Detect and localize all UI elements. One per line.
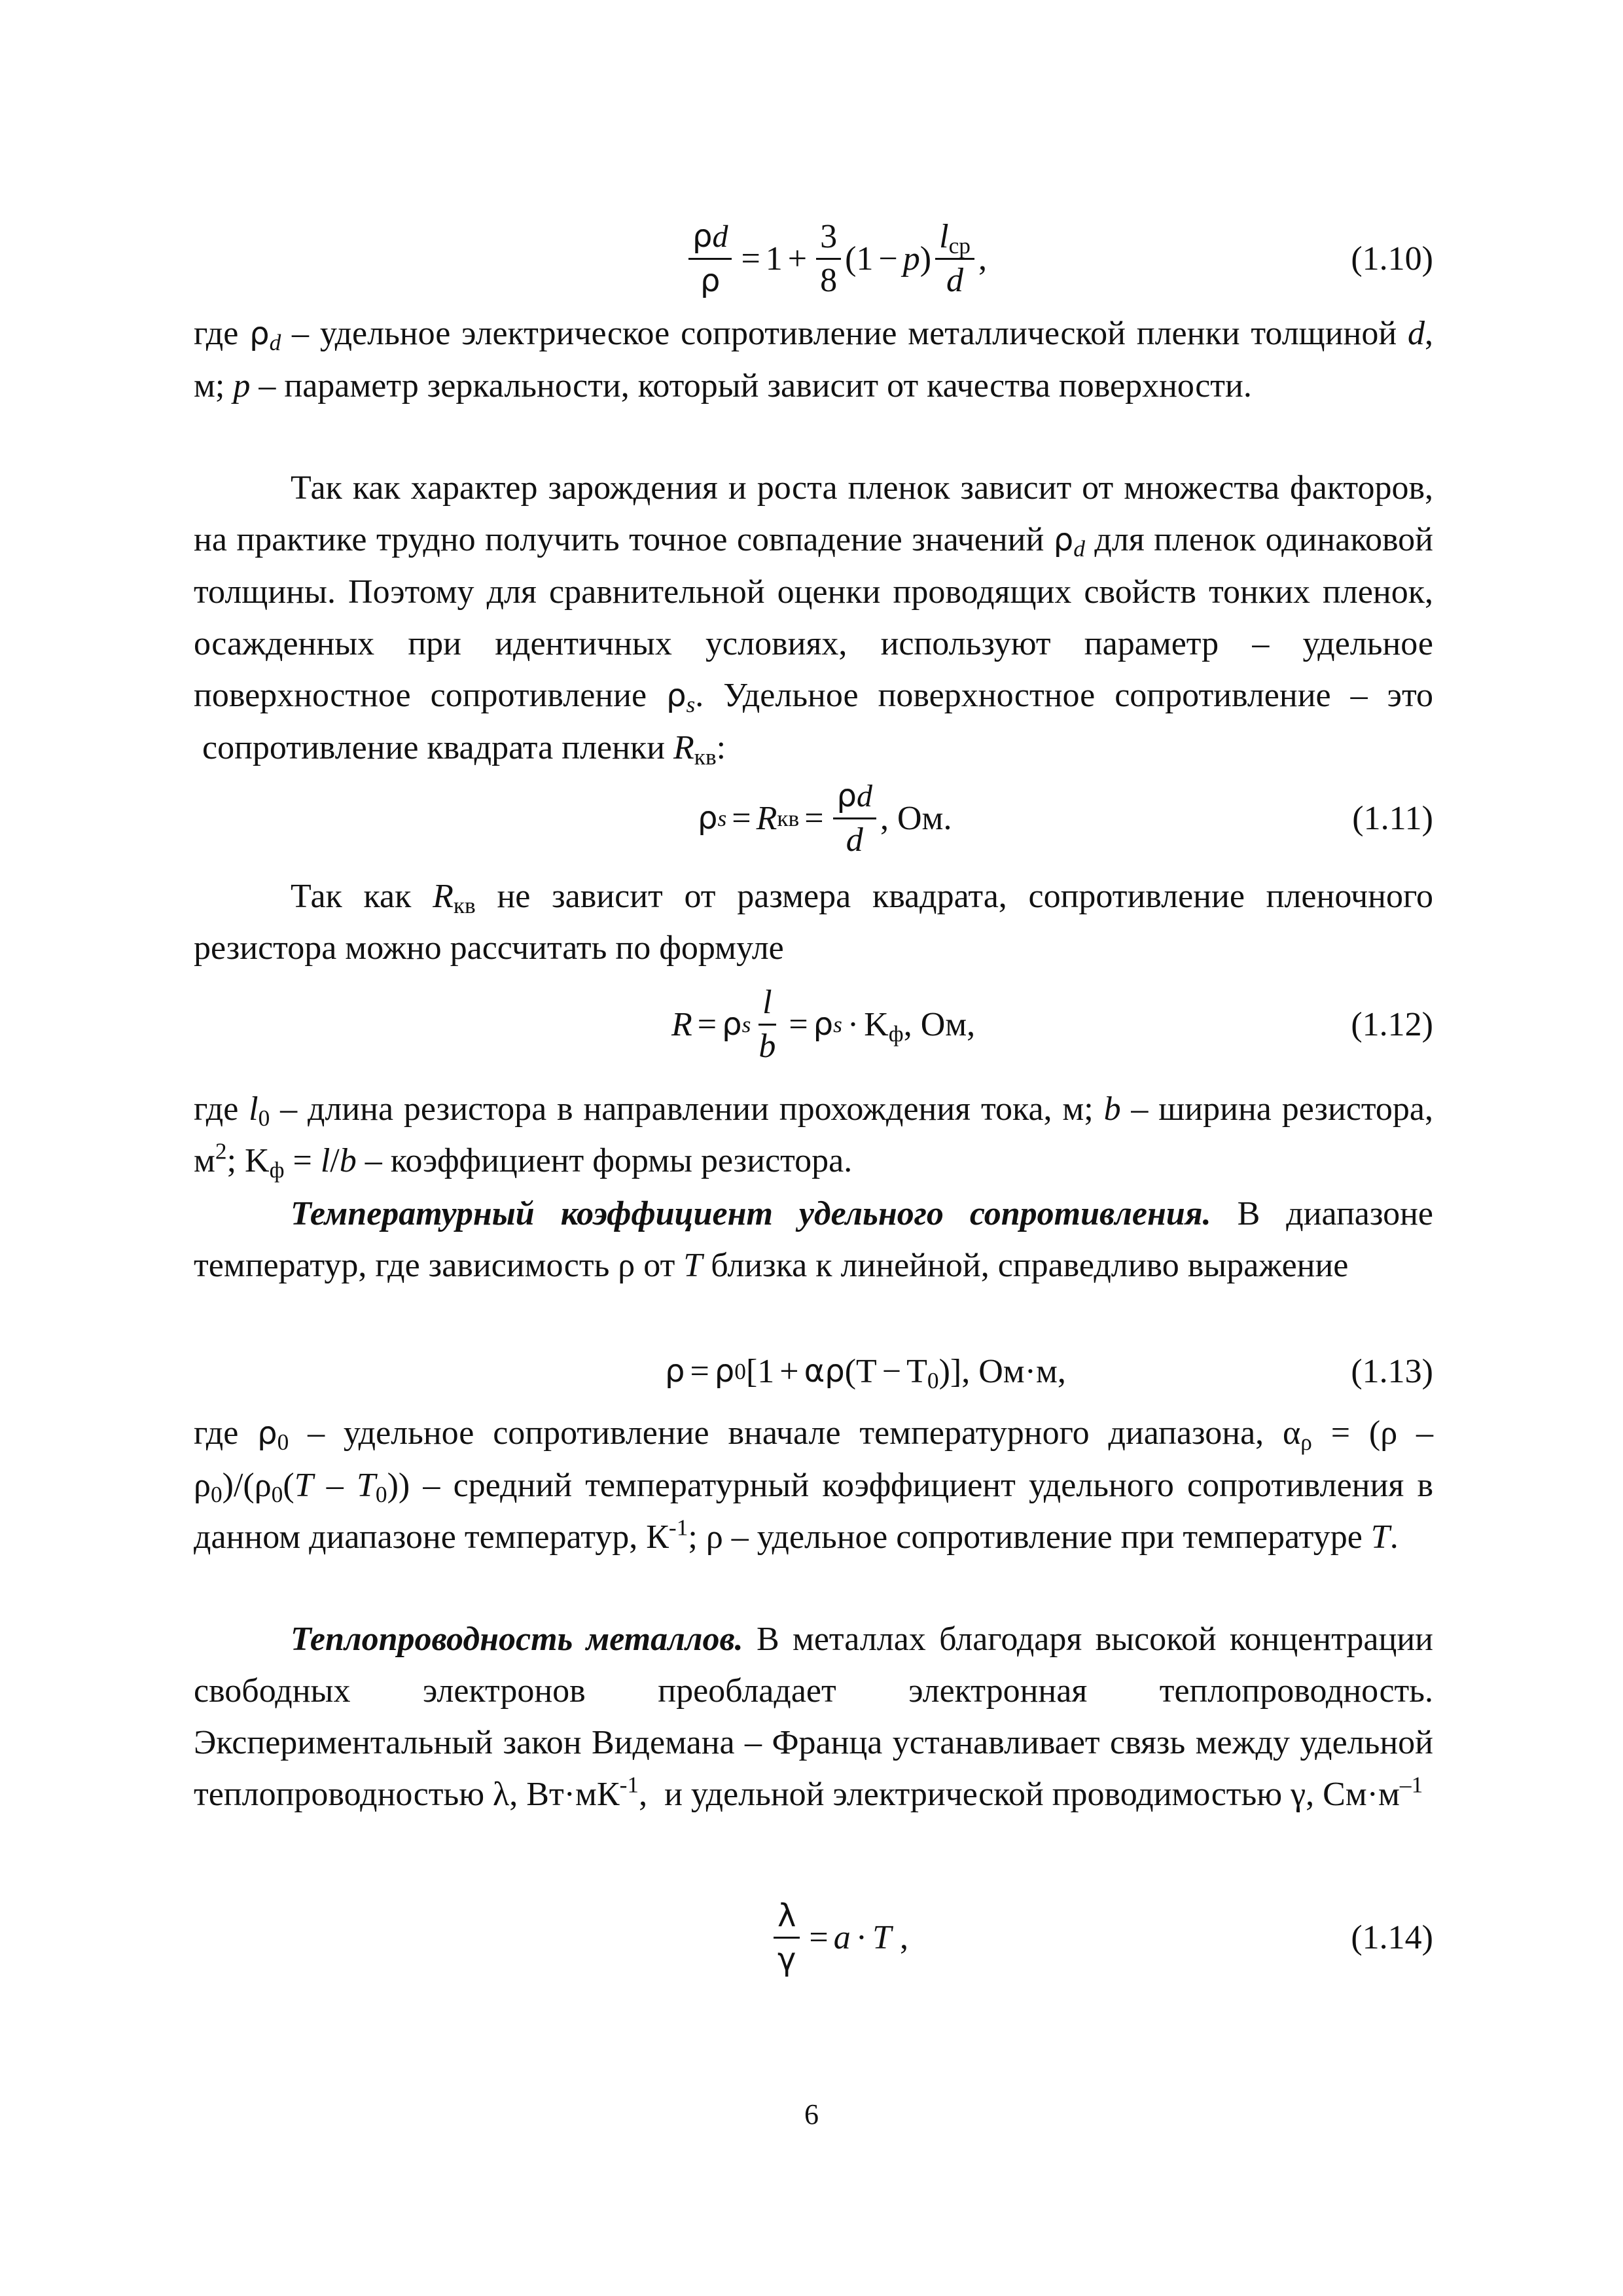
equation-number: (1.10) (1351, 240, 1433, 278)
paragraph-3: Так как $R_{кв}$ не зависит от размера квадрата, сопротивление пленочного резистора можно рассчитать по формуле (194, 878, 1434, 967)
section-heading: Температурный коэффициент удельного сопротивления. (291, 1195, 1211, 1232)
equation-number: (1.13) (1351, 1352, 1433, 1390)
paragraph-7: Теплопроводность металлов. В металлах благодаря высокой концентрации свободных электронов преобладает электронная теплопроводность. Экспериментальный закон Видемана – Франца устанавливает связь между удельной теплопроводностью λ, $Вт\cdot мК^{-1}$, и удельной электрической проводимостью γ, $См\cdot м^{-1}$ (194, 1621, 1433, 1813)
paragraph-1: где $\rho_d$ – удельное электрическое сопротивление металлической пленки толщиной d, м; p – параметр зеркальности, который зависит от качества поверхности. (194, 315, 1433, 404)
formula-1-13: ρ = ρ 0 [1 + α ρ (T − $T_0$)] , Ом·м, (665, 1352, 1066, 1393)
equation-1-13 (194, 1338, 1433, 1404)
formula-1-14: $\frac{\lambda}{\gamma}$ = a · T , (770, 1875, 908, 2000)
paragraph-6: где $\rho_0$ – удельное сопротивление вначале температурного диапазона, $\alpha_\rho = (\rho - \rho_0)/(\rho_0(T - T_0))$ – средний температурный коэффициент удельного сопротивления в данном диапазоне температур, $К^{-1}$; ρ – удельное сопротивление при температуре T. (194, 1414, 1433, 1556)
formula-1-10: $\frac{\rho d}{\rho}$ = 1 + $\frac{3}{8}$ (1 − p) $\frac{l_{ср}}{d}$ , (685, 196, 987, 321)
equation-number: (1.11) (1352, 799, 1433, 837)
equation-1-10 (194, 196, 1433, 321)
paragraph-2: Так как характер зарождения и роста пленок зависит от множества факторов, на практике трудно получить точное совпадение значений $\rho_d$ для пленок одинаковой толщины. Поэтому для сравнительной оценки проводящих свойств тонких пленок, осажденных при идентичных условиях, используют параметр – удельное поверхностное сопротивление $\rho_s$. Удельное поверхностное сопротивление – это сопротивление квадрата пленки $R_{кв}$: (194, 469, 1433, 770)
paragraph-4: где $l_0$ – длина резистора в направлении прохождения тока, м; b – ширина резистора, $м^2$; $K_ф = l/b$ – коэффициент формы резистора. (194, 1090, 1433, 1183)
equation-number: (1.12) (1351, 1005, 1433, 1043)
formula-unit: , Ом·м, (961, 1352, 1066, 1390)
equation-1-12 (194, 969, 1433, 1080)
equation-number: (1.14) (1351, 1918, 1433, 1956)
formula-1-11: ρ s = R кв = $\frac{\rho d}{d}$ , Ом. (698, 762, 952, 874)
formula-unit: , Ом, (903, 1005, 976, 1043)
paragraph-5: Температурный коэффициент удельного сопротивления. В диапазоне температур, где зависимость ρ от T близка к линейной, справедливо выражение (194, 1195, 1433, 1284)
equation-1-11 (194, 762, 1433, 874)
page-number: 6 (804, 2098, 819, 2130)
equation-1-14 (194, 1875, 1433, 2000)
formula-1-12: R = ρ s $\frac{l}{b}$ = ρ s · $K_ф$ , Ом, (671, 969, 975, 1080)
formula-unit: , Ом. (880, 799, 952, 837)
section-heading: Теплопроводность металлов. (291, 1621, 743, 1658)
